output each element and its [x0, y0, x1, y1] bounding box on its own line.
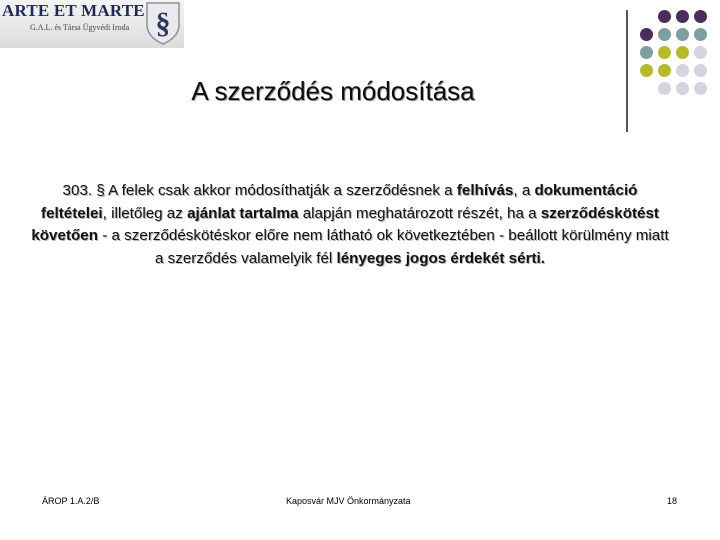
- decorative-dot: [676, 64, 689, 77]
- footer-project-code: ÁROP 1.A.2/B: [42, 496, 100, 506]
- decorative-dot: [676, 46, 689, 59]
- logo-subtitle: G.A.L. és Társa Ügyvédi Iroda: [30, 23, 130, 32]
- seal-symbol: §: [155, 7, 171, 40]
- decorative-dot: [694, 46, 707, 59]
- decorative-dot: [694, 64, 707, 77]
- body-text-run: , illetőleg az: [102, 204, 188, 222]
- decorative-dot: [676, 28, 689, 41]
- body-text-run: 303. § A felek csak akkor módosíthatják a szerződésnek a: [62, 182, 457, 199]
- decorative-dot: [694, 82, 707, 95]
- decorative-dot: [658, 46, 671, 59]
- logo-title: ARTE ET MARTE: [2, 1, 145, 20]
- decorative-dot: [658, 28, 671, 41]
- decorative-dot: [640, 46, 653, 59]
- body-bold-term: felhívás: [456, 182, 514, 199]
- decorative-dot: [676, 10, 689, 23]
- decorative-dot: [694, 28, 707, 41]
- body-bold-term: lényeges jogos érdekét sérti.: [336, 249, 545, 267]
- slide-title: A szerződés módosítása: [191, 76, 475, 106]
- body-bold-term: dokumentáció feltételei: [41, 182, 638, 222]
- body-text-run: , a: [513, 182, 535, 199]
- decorative-dot: [694, 10, 707, 23]
- slide-body-text: [30, 180, 670, 270]
- decorative-dot: [640, 28, 653, 41]
- body-text-run: - a szerződéskötéskor előre nem látható ok következtében - beállott körülmény miatt a szerződés valamelyik fél: [98, 227, 669, 267]
- law-office-logo: [0, 0, 184, 48]
- decorative-dot: [676, 82, 689, 95]
- paragraph-shield-icon: [144, 1, 182, 45]
- footer-page-number: 18: [667, 496, 678, 506]
- footer-organization: Kaposvár MJV Önkormányzata: [286, 496, 411, 506]
- body-text-run: alapján meghatározott részét, ha a: [298, 204, 541, 222]
- body-bold-term: ajánlat tartalma: [187, 204, 299, 222]
- decorative-dot: [658, 10, 671, 23]
- body-bold-term: szerződéskötést követően: [31, 204, 659, 244]
- decorative-divider-line: [626, 10, 628, 132]
